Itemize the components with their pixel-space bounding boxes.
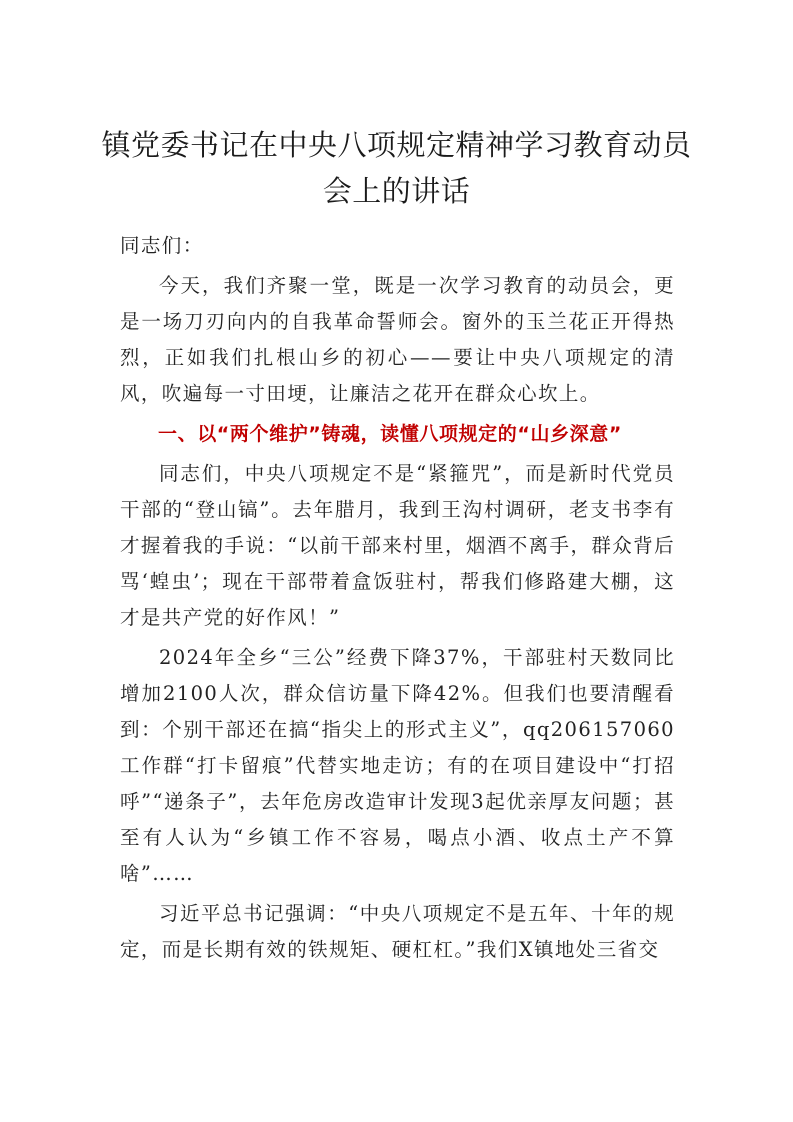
- paragraph-intro: 今天，我们齐聚一堂，既是一次学习教育的动员会，更是一场刀刃向内的自我革命誓师会。窗外的玉兰花正开得热烈，正如我们扎根山乡的初心——要让中央八项规定的清风，吹遍每一寸田埂，让廉洁之花开在群众心坎上。: [120, 274, 675, 405]
- section-heading-1: 一、以“两个维护”铸魂，读懂八项规定的“山乡深意”: [158, 423, 622, 445]
- salutation: 同志们：: [120, 234, 204, 257]
- document-title: 镇党委书记在中央八项规定精神学习教育动员会上的讲话: [101, 128, 692, 208]
- paragraph-anecdote: 同志们，中央八项规定不是“紧箍咒”，而是新时代党员干部的“登山镐”。去年腊月，我到王沟村调研，老支书李有才握着我的手说：“以前干部来村里，烟酒不离手，群众背后骂‘蝗虫’；现在干部带着盒饭驻村，帮我们修路建大棚，这才是共产党的好作风！”: [120, 462, 675, 629]
- paragraph-statistics: 2024年全乡“三公”经费下降37%，干部驻村天数同比增加2100人次，群众信访量下降42%。但我们也要清醒看到：个别干部还在搞“指尖上的形式主义”，qq206157060工作群“打卡留痕”代替实地走访；有的在项目建设中“打招呼”“递条子”，去年危房改造审计发现3起优亲厚友问题；甚至有人认为“乡镇工作不容易，喝点小酒、收点土产不算啥”……: [120, 646, 675, 885]
- document-body: [120, 228, 675, 968]
- paragraph-quote: 习近平总书记强调：“中央八项规定不是五年、十年的规定，而是长期有效的铁规矩、硬杠杠。”我们X镇地处三省交: [120, 902, 675, 961]
